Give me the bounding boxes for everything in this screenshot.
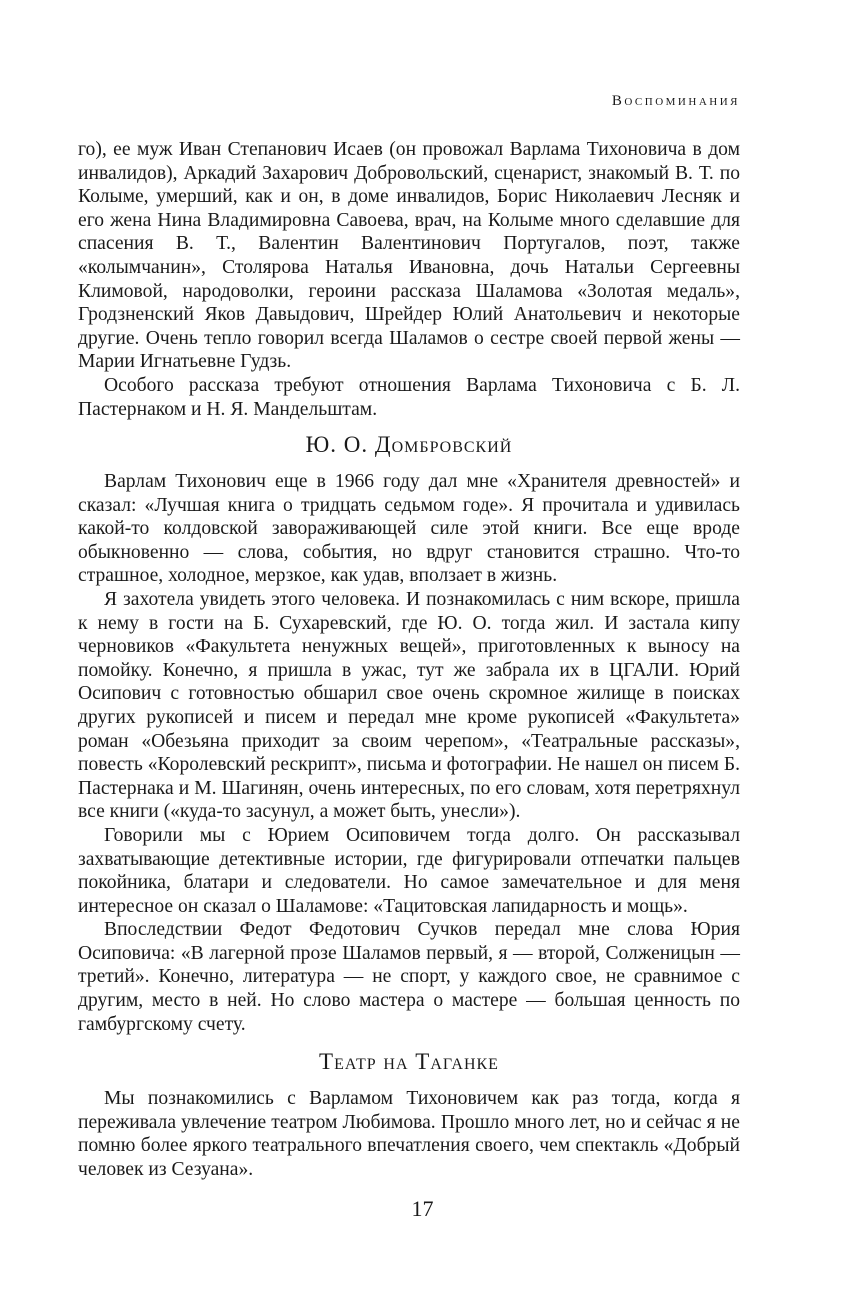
paragraph: Я захотела увидеть этого человека. И познакомилась с ним вскоре, пришла к нему в гости на Б. Сухаревский, где Ю. О. тогда жил. И застала кипу черновиков «Факультета ненужных вещей», приготовленных к выносу на помойку. Конечно, я пришла в ужас, тут же забрала их в ЦГАЛИ. Юрий Осипович с готовностью обшарил свое очень скромное жилище в поисках других рукописей и писем и передал мне кроме рукописей «Факультета» роман «Обезьяна приходит за своим черепом», «Театральные рассказы», повесть «Королевский рескрипт», письма и фотографии. Не нашел он писем Б. Пастернака и М. Шагинян, очень интересных, по его словам, хотя перетряхнул все книги («куда-то засунул, а может быть, унесли»). <box>78 588 740 823</box>
section-body-dombrovsky <box>78 470 740 1036</box>
paragraph: Варлам Тихонович еще в 1966 году дал мне «Хранителя древностей» и сказал: «Лучшая книга о тридцать седьмом годе». Я прочитала и удивилась какой-то колдовской завораживающей силе этой книги. Все еще вроде обыкновенно — слова, события, но вдруг становится страшно. Что-то страшное, холодное, мерзкое, как удав, вползает в жизнь. <box>78 471 740 587</box>
paragraph: Говорили мы с Юрием Осиповичем тогда долго. Он рассказывал захватывающие детективные истории, где фигурировали отпечатки пальцев покойника, блатари и следователи. Но самое замечательное и для меня интересное он сказал о Шаламове: «Тацитовская лапидарность и мощь». <box>78 824 740 917</box>
section-heading-dombrovsky: Ю. О. Домбровский <box>305 432 513 457</box>
paragraph: Особого рассказа требуют отношения Варлама Тихоновича с Б. Л. Пастернаком и Н. Я. Мандельштам. <box>78 374 740 420</box>
section-body-taganka <box>78 1087 740 1181</box>
paragraph: го), ее муж Иван Степанович Исаев (он провожал Варлама Тихоновича в дом инвалидов), Аркадий Захарович Добровольский, сценарист, знакомый В. Т. по Колыме, умерший, как и он, в доме инвалидов, Борис Николаевич Лесняк и его жена Нина Владимировна Савоева, врач, на Колыме много сделавшие для спасения В. Т., Валентин Валентинович Португалов, поэт, также «колымчанин», Столярова Наталья Ивановна, дочь Натальи Сергеевны Климовой, народоволки, героини рассказа Шаламова «Золотая медаль», Гродзненский Яков Давыдович, Шрейдер Юлий Анатольевич и некоторые другие. Очень тепло говорил всегда Шаламов о сестре своей первой жены — Марии Игнатьевне Гудзь. <box>78 139 740 373</box>
page-number: 17 <box>411 1196 434 1221</box>
running-head: Воспоминания <box>611 93 740 109</box>
paragraph: Мы познакомились с Варламом Тихоновичем как раз тогда, когда я переживала увлечение театром Любимова. Прошло много лет, но и сейчас я не помню более яркого театрального впечатления своего, чем спектакль «Добрый человек из Сезуана». <box>78 1088 740 1180</box>
section-heading-taganka: Театр на Таганке <box>319 1049 499 1074</box>
paragraph: Впоследствии Федот Федотович Сучков передал мне слова Юрия Осиповича: «В лагерной прозе Шаламов первый, я — второй, Солженицын — третий». Конечно, литература — не спорт, у каждого свое, не сравнимое с другим, место в ней. Но слово мастера о мастере — большая ценность по гамбургскому счету. <box>78 919 740 1035</box>
continued-text-block <box>78 138 740 421</box>
